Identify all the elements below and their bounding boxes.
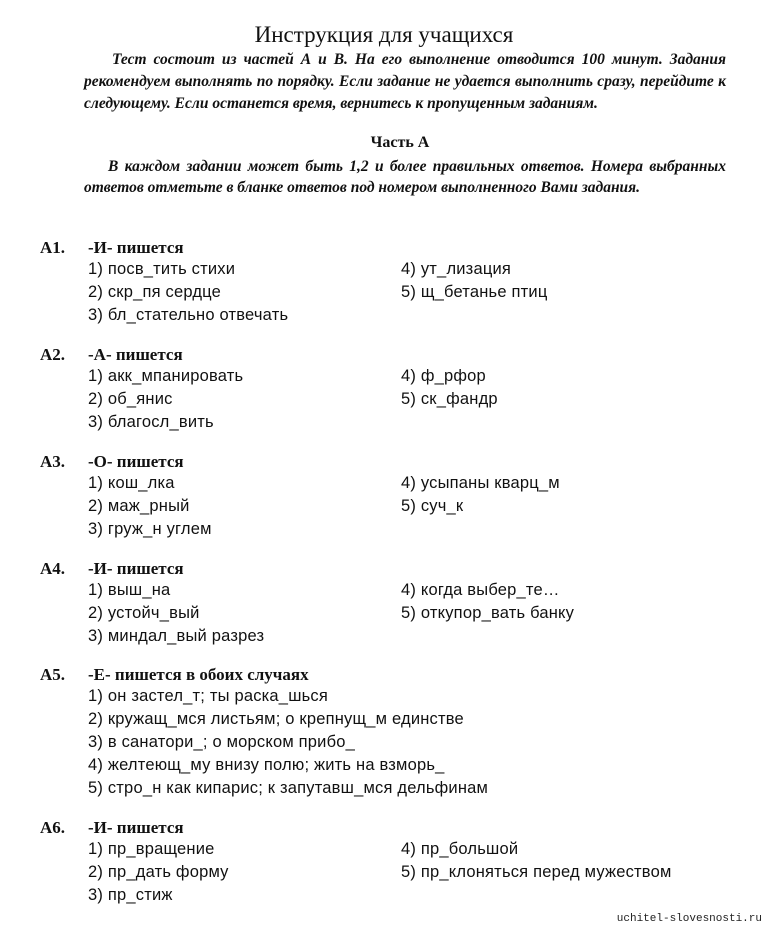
- task-option: 4) когда выбер_те…: [401, 581, 560, 599]
- task-option: 2) об_янис: [88, 390, 173, 408]
- task-option: 5) пр_клоняться перед мужеством: [401, 863, 672, 881]
- task-option: 2) маж_рный: [88, 497, 190, 515]
- task-title: -А- пишется: [88, 345, 183, 364]
- task-title: -О- пишется: [88, 452, 184, 471]
- task-number: А1.: [40, 238, 66, 257]
- task-a2: [40, 345, 740, 431]
- task-option: 5) суч_к: [401, 497, 464, 515]
- task-option: 2) скр_пя сердце: [88, 283, 222, 301]
- task-a6: [40, 818, 740, 904]
- task-number: А6.: [40, 818, 66, 837]
- task-title: -И- пишется: [88, 818, 184, 837]
- task-option: 1) он застел_т; ты раска_шься: [88, 687, 329, 705]
- part-title: Часть А: [370, 134, 430, 151]
- task-option: 3) миндал_вый разрез: [88, 627, 265, 645]
- task-option: 1) акк_мпанировать: [88, 367, 244, 385]
- instructions-text: Тест состоит из частей А и В. На его выполнение отводится 100 минут. Задания рекомендуем выполнять по порядку. Если задание не удается выполнить сразу, перейдите к следующему. Если останется время, вернитесь к пропущенным заданиям.: [84, 51, 726, 112]
- task-option: 3) благосл_вить: [88, 413, 214, 431]
- part-instructions-text: В каждом задании может быть 1,2 и более правильных ответов. Номера выбранных ответов отметьте в бланке ответов под номером выполненного Вами задания.: [84, 158, 726, 196]
- task-title: -И- пишется: [88, 238, 184, 257]
- task-option: 4) усыпаны кварц_м: [401, 474, 560, 492]
- task-option: 5) откупор_вать банку: [401, 604, 575, 622]
- task-a3: [40, 452, 740, 538]
- task-number: А4.: [40, 559, 66, 578]
- watermark: uchitel-slovesnosti.ru: [616, 913, 762, 925]
- task-option: 2) устойч_вый: [88, 604, 200, 622]
- task-option: 3) пр_стиж: [88, 886, 173, 904]
- task-number: А2.: [40, 345, 66, 364]
- task-option: 4) ф_рфор: [401, 367, 486, 385]
- task-option: 4) ут_лизация: [401, 260, 512, 278]
- task-option: 3) бл_стательно отвечать: [88, 306, 289, 324]
- task-option: 1) выш_на: [88, 581, 171, 599]
- task-title: -И- пишется: [88, 559, 184, 578]
- task-option: 3) в санатори_; о морском прибо_: [88, 733, 355, 751]
- task-option: 5) стро_н как кипарис; к запутавш_мся дельфинам: [88, 779, 489, 797]
- task-number: А5.: [40, 665, 66, 684]
- task-option: 3) груж_н углем: [88, 520, 212, 538]
- task-option: 5) ск_фандр: [401, 390, 498, 408]
- task-a4: [40, 559, 740, 645]
- task-option: 2) пр_дать форму: [88, 863, 229, 881]
- task-option: 4) пр_большой: [401, 840, 519, 858]
- task-option: 2) кружащ_мся листьям; о крепнущ_м единстве: [88, 710, 464, 728]
- task-option: 4) желтеющ_му внизу полю; жить на взморь_: [88, 756, 445, 774]
- page-title: Инструкция для учащихся: [254, 22, 514, 47]
- task-a5: [40, 665, 740, 797]
- task-option: 1) кош_лка: [88, 474, 175, 492]
- task-a1: [40, 238, 740, 324]
- task-number: А3.: [40, 452, 66, 471]
- task-title: -Е- пишется в обоих случаях: [88, 665, 309, 684]
- task-option: 1) посв_тить стихи: [88, 260, 236, 278]
- task-option: 5) щ_бетанье птиц: [401, 283, 548, 301]
- task-option: 1) пр_вращение: [88, 840, 215, 858]
